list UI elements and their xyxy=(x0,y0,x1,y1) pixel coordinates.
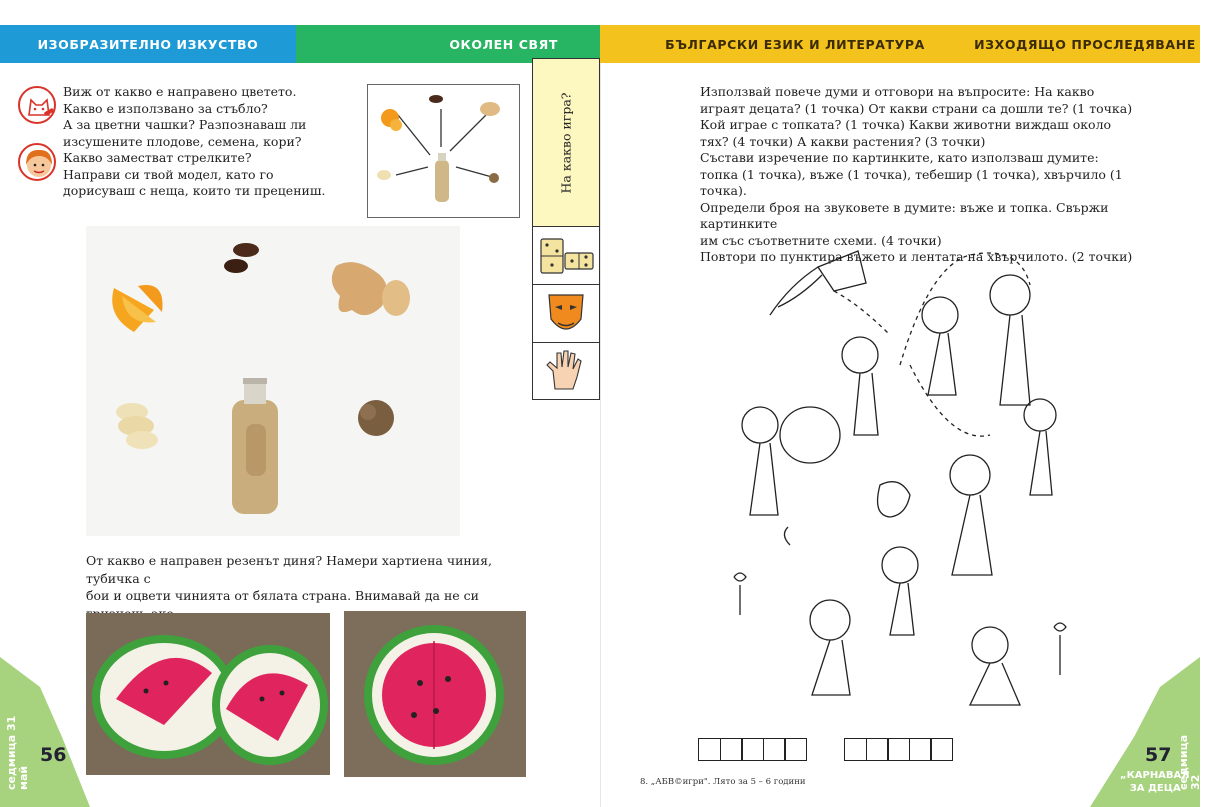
ingredients-arrows-photo xyxy=(367,84,520,218)
children-playing-illustration xyxy=(730,245,1080,725)
theme-title xyxy=(1120,769,1190,795)
theme-line: ЗА ДЕЦА" xyxy=(1129,783,1186,794)
game-question-strip xyxy=(532,58,600,400)
sound-box[interactable] xyxy=(866,738,889,761)
game-question: На какво игра? xyxy=(558,92,574,193)
text-line: топка (1 точка), въже (1 точка), тебешир (1 точка), хвърчило (1 точка). xyxy=(700,166,1123,198)
text-line: Какво заместват стрелките? xyxy=(63,150,252,165)
subject-tab-language-label: БЪЛГАРСКИ ЕЗИК И ЛИТЕРАТУРА xyxy=(665,36,925,52)
sound-box[interactable] xyxy=(887,738,910,761)
footer-credit: 8. „АБВ©игри". Лято за 5 – 6 години xyxy=(640,777,806,787)
text-line: изсушените плодове, семена, кори? xyxy=(63,133,302,149)
text-line: дорисуваш с неща, които ти прецениш. xyxy=(63,183,326,198)
text-line: От какво е направен резенът диня? Намери хартиена чиния, тубичка с xyxy=(86,553,492,586)
domino-icon xyxy=(533,227,599,285)
text-line: Повтори по пунктира въжето и лентата на хвърчилото. (2 точки) xyxy=(700,249,1133,264)
assessment-instructions xyxy=(700,84,1170,266)
subject-tab-assessment xyxy=(970,25,1200,63)
text-line: А за цветни чашки? Разпознаваш ли xyxy=(63,117,307,132)
sound-box[interactable] xyxy=(741,738,764,761)
page-number-right: 57 xyxy=(1145,744,1172,766)
subject-tab-art xyxy=(0,25,296,63)
subject-tab-world-label: ОКОЛЕН СВЯТ xyxy=(449,36,558,52)
sound-box[interactable] xyxy=(784,738,807,761)
week-text: седмица 32 xyxy=(1177,734,1202,790)
girl-face-icon xyxy=(18,143,56,181)
text-line: Определи броя на звуковете в думите: въже и топка. Свържи картинките xyxy=(700,199,1109,231)
sound-box[interactable] xyxy=(930,738,953,761)
week-text: седмица 31 xyxy=(5,715,18,790)
month-text: май xyxy=(1201,765,1214,790)
text-line: Виж от какво е направено цветето. xyxy=(63,84,297,99)
text-line: тях? (4 точки) А какви растения? (3 точки) xyxy=(700,133,986,149)
subject-tab-art-label: ИЗОБРАЗИТЕЛНО ИЗКУСТВО xyxy=(37,36,259,52)
watermelon-plate-photo xyxy=(344,611,526,777)
text-line: Кой играе с топката? (1 точка) Какви животни виждаш около xyxy=(700,117,1112,132)
page-number-left: 56 xyxy=(40,744,67,766)
painter-cat-icon xyxy=(18,86,56,124)
game-question-cell xyxy=(533,59,599,227)
sound-box[interactable] xyxy=(698,738,721,761)
hand-cell xyxy=(533,343,599,401)
text-line: им със съответните схеми. (4 точки) xyxy=(700,232,942,248)
page-divider xyxy=(600,63,601,807)
hand-icon xyxy=(533,343,599,401)
left-week-label xyxy=(6,716,30,790)
sound-box[interactable] xyxy=(909,738,932,761)
text-line: играят децата? (1 точка) От какви страни са дошли те? (1 точка) xyxy=(700,100,1133,116)
ingredients-photo xyxy=(86,226,460,536)
month-text: май xyxy=(17,765,30,790)
sound-box[interactable] xyxy=(763,738,786,761)
mask-cell xyxy=(533,285,599,343)
subject-tab-language xyxy=(600,25,970,63)
text-line: Направи си твой модел, като го xyxy=(63,166,274,182)
text-line: Състави изречение по картинките, като използваш думите: xyxy=(700,150,1099,165)
text-line: бои и оцвети чинията от бялата страна. Внимавай да не си xyxy=(86,588,479,603)
flower-instructions xyxy=(63,84,363,200)
domino-cell xyxy=(533,227,599,285)
text-line: Какво е използвано за стъбло? xyxy=(63,100,268,116)
sound-box[interactable] xyxy=(720,738,743,761)
subject-tab-assessment-label: ИЗХОДЯЩО ПРОСЛЕДЯВАНЕ xyxy=(974,36,1196,52)
word-schema-rope[interactable] xyxy=(698,738,806,761)
theme-line: „КАРНАВАЛ xyxy=(1120,770,1190,781)
text-line: Използвай повече думи и отговори на въпросите: На какво xyxy=(700,84,1095,99)
word-schema-ball[interactable] xyxy=(844,738,952,761)
carnival-mask-icon xyxy=(533,285,599,343)
sound-box[interactable] xyxy=(844,738,867,761)
watermelon-plates-photo xyxy=(86,613,330,775)
